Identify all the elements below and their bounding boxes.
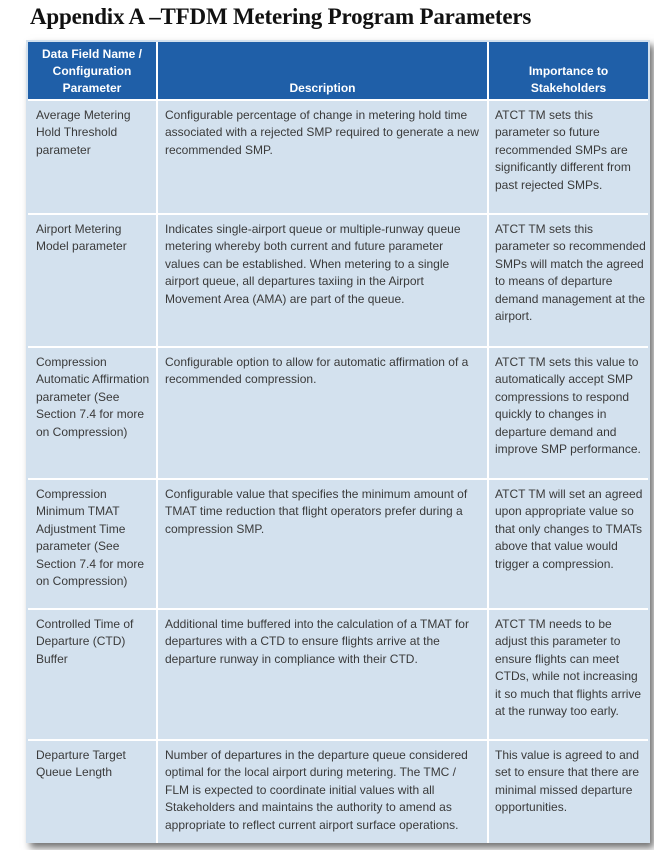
table-frame xyxy=(26,40,650,843)
cell-description: Configurable option to allow for automatic affirmation of a recommended compression. xyxy=(157,347,488,479)
cell-name: Controlled Time of Departure (CTD) Buffer xyxy=(28,609,157,740)
header-importance: Importance to Stakeholders xyxy=(488,42,648,100)
cell-description: Configurable percentage of change in metering hold time associated with a rejected SMP required to generate a new recommended SMP. xyxy=(157,100,488,214)
parameters-table xyxy=(28,42,648,843)
cell-description: Indicates single-airport queue or multiple-runway queue metering whereby both current and future parameter values can be established. When metering to a single airport queue, all departures taxiing in the Airport Movement Area (AMA) are part of the queue. xyxy=(157,214,488,347)
cell-name: Compression Minimum TMAT Adjustment Time parameter (See Section 7.4 for more on Compression) xyxy=(28,479,157,609)
cell-importance: ATCT TM sets this parameter so recommended SMPs will match the agreed to means of departure demand management at the airport. xyxy=(488,214,648,347)
table-row xyxy=(28,214,648,347)
table-row xyxy=(28,479,648,609)
table-row xyxy=(28,740,648,843)
header-name: Data Field Name / Configuration Parameter xyxy=(28,42,157,100)
cell-name: Departure Target Queue Length xyxy=(28,740,157,843)
cell-name: Airport Metering Model parameter xyxy=(28,214,157,347)
table-row xyxy=(28,609,648,740)
page-title: Appendix A –TFDM Metering Program Parameters xyxy=(30,4,532,29)
cell-description: Number of departures in the departure queue considered optimal for the local airport during metering. The TMC / FLM is expected to coordinate initial values with all Stakeholders and maintains the authority to amend as appropriate to reflect current airport surface operations. xyxy=(157,740,488,843)
table-row xyxy=(28,347,648,479)
cell-description: Additional time buffered into the calculation of a TMAT for departures with a CTD to ensure flights arrive at the departure runway in compliance with their CTD. xyxy=(157,609,488,740)
cell-importance: ATCT TM needs to be adjust this parameter to ensure flights can meet CTDs, while not increasing it so much that flights arrive at the runway too early. xyxy=(488,609,648,740)
cell-importance: ATCT TM will set an agreed upon appropriate value so that only changes to TMATs above that value would trigger a compression. xyxy=(488,479,648,609)
cell-name: Average Metering Hold Threshold parameter xyxy=(28,100,157,214)
cell-importance: This value is agreed to and set to ensure that there are minimal missed departure opportunities. xyxy=(488,740,648,843)
cell-importance: ATCT TM sets this value to automatically accept SMP compressions to respond quickly to changes in departure demand and improve SMP performance. xyxy=(488,347,648,479)
header-row xyxy=(28,42,648,100)
cell-name: Compression Automatic Affirmation parameter (See Section 7.4 for more on Compression) xyxy=(28,347,157,479)
table-row xyxy=(28,100,648,214)
header-description: Description xyxy=(157,42,488,100)
cell-description: Configurable value that specifies the minimum amount of TMAT time reduction that flight operators prefer during a compression SMP. xyxy=(157,479,488,609)
cell-importance: ATCT TM sets this parameter so future recommended SMPs are significantly different from past rejected SMPs. xyxy=(488,100,648,214)
